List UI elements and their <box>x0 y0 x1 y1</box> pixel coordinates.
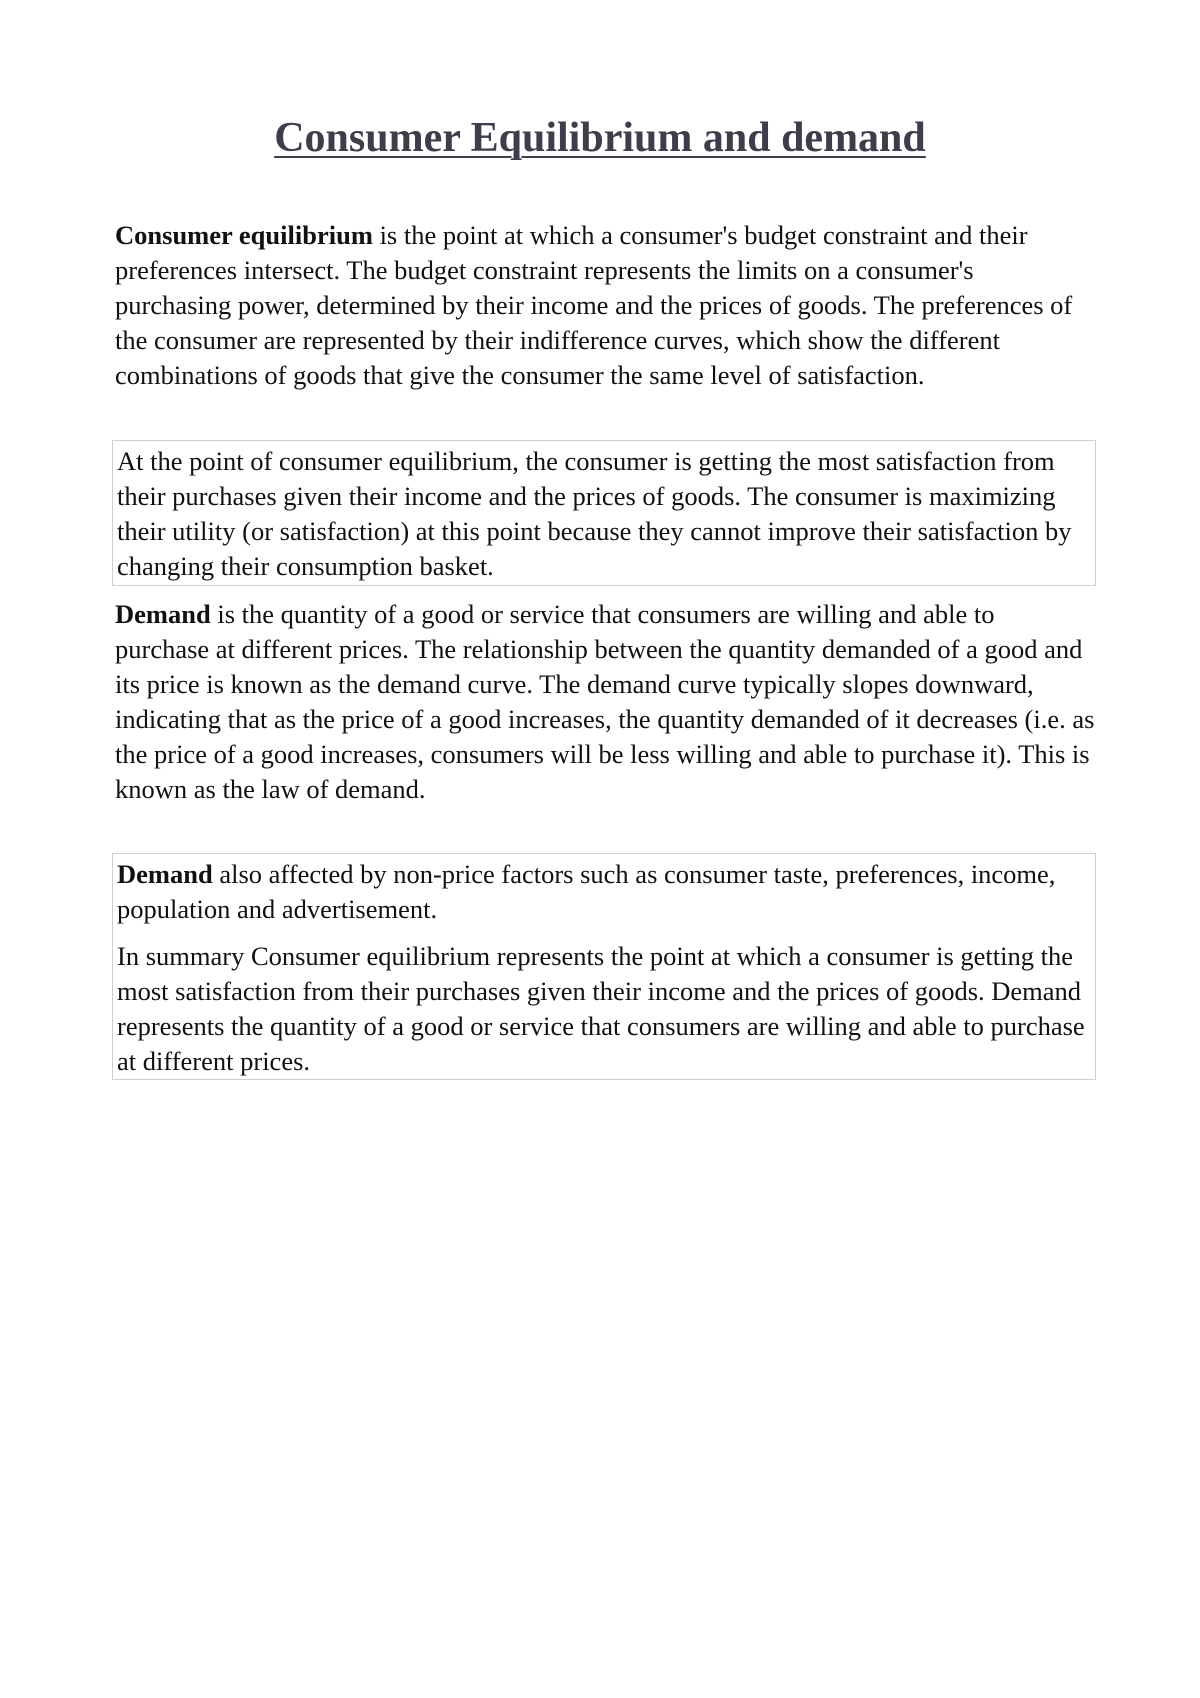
document-title <box>0 112 1200 164</box>
paragraph-non-price-factors <box>117 857 1095 927</box>
paragraph-text: At the point of consumer equilibrium, the consumer is getting the most satisfaction from their purchases given their income and the prices of goods. The consumer is maximizing their utility (or satisfaction) at this point because they cannot improve their satisfaction by changing their consumption basket. <box>117 446 1072 581</box>
term-consumer-equilibrium: Consumer equilibrium <box>115 220 373 250</box>
paragraph-text: In summary Consumer equilibrium represents the point at which a consumer is getting the most satisfaction from their purchases given their income and the prices of goods. Demand represents the quantity of a good or service that consumers are willing and able to purchase at different prices. <box>117 941 1085 1076</box>
paragraph-demand <box>115 597 1095 807</box>
paragraph-text: is the point at which a consumer's budget constraint and their preferences intersect. The budget constraint represents the limits on a consumer's purchasing power, determined by their income and the prices of goods. The preferences of the consumer are represented by their indifference curves, which show the different combinations of goods that give the consumer the same level of satisfaction. <box>115 220 1073 390</box>
document-title-text: Consumer Equilibrium and demand <box>274 115 926 161</box>
term-demand: Demand <box>115 599 211 629</box>
bordered-text-box-equilibrium <box>112 440 1096 586</box>
term-demand: Demand <box>117 859 213 889</box>
paragraph-summary <box>117 939 1095 1079</box>
paragraph-text: is the quantity of a good or service that consumers are willing and able to purchase at different prices. The relationship between the quantity demanded of a good and its price is known as the demand curve. The demand curve typically slopes downward, indicating that as the price of a good increases, the quantity demanded of it decreases (i.e. as the price of a good increases, consumers will be less willing and able to purchase it). This is known as the law of demand. <box>115 599 1095 804</box>
paragraph-text: also affected by non-price factors such as consumer taste, preferences, income, population and advertisement. <box>117 859 1056 924</box>
bordered-text-box-summary <box>112 853 1096 1080</box>
paragraph-consumer-equilibrium <box>115 218 1095 393</box>
